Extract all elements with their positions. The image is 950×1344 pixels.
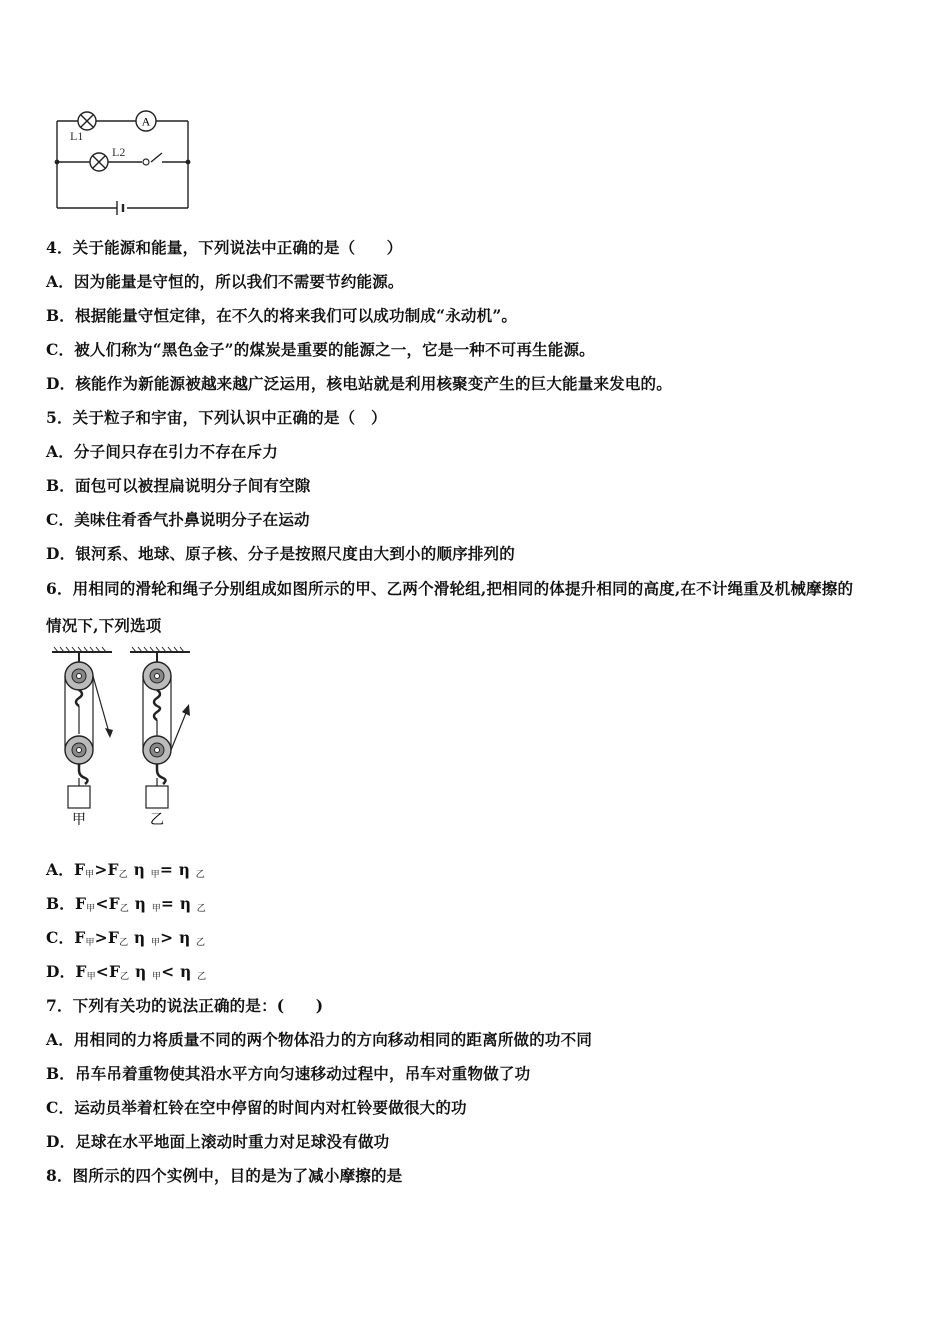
label-l2: L2 — [112, 145, 126, 159]
q7-option-d: D．足球在水平地面上滚动时重力对足球没有做功 — [46, 1132, 390, 1151]
q6-option-b: B．$F_甲<F_乙$ η $_甲$= η $_乙$ — [46, 894, 206, 914]
q7-option-b: B．吊车吊着重物使其沿水平方向匀速移动过程中，吊车对重物做了功 — [46, 1064, 531, 1083]
pulley-system-yi — [143, 652, 190, 808]
q8-stem: 8．图所示的四个实例中，目的是为了减小摩擦的是 — [46, 1166, 403, 1185]
q4-stem: 4．关于能源和能量，下列说法中正确的是（ ） — [46, 238, 403, 257]
label-yi: 乙 — [150, 812, 164, 828]
label-l1: L1 — [70, 129, 84, 143]
ammeter-icon — [136, 111, 156, 131]
q5-option-d: D．银河系、地球、原子核、分子是按照尺度由大到小的顺序排列的 — [46, 544, 515, 563]
q6-option-a: A．$F_甲>F_乙$ η $_甲$= η $_乙$ — [46, 860, 205, 880]
circuit-diagram — [50, 104, 195, 216]
q7-stem: 7．下列有关功的说法正确的是：( ) — [46, 996, 324, 1015]
label-jia: 甲 — [72, 812, 86, 828]
q4-option-c: C．被人们称为“黑色金子”的煤炭是重要的能源之一，它是一种不可再生能源。 — [46, 340, 595, 359]
q6-stem-line2: 情况下,下列选项 — [46, 616, 162, 635]
q7-option-c: C．运动员举着杠铃在空中停留的时间内对杠铃要做很大的功 — [46, 1098, 467, 1117]
q5-option-a: A．分子间只存在引力不存在斥力 — [46, 442, 279, 461]
svg-text:A: A — [141, 114, 151, 129]
q5-option-b: B．面包可以被捏扁说明分子间有空隙 — [46, 476, 311, 495]
q5-option-c: C．美味住肴香气扑鼻说明分子在运动 — [46, 510, 310, 529]
q4-option-d: D．核能作为新能源被越来越广泛运用，核电站就是利用核聚变产生的巨大能量来发电的。 — [46, 374, 672, 393]
pulley-diagram — [46, 646, 206, 830]
q6-option-c: C．$F_甲>F_乙$ η $_甲$> η $_乙$ — [46, 928, 206, 948]
q7-option-a: A．用相同的力将质量不同的两个物体沿力的方向移动相同的距离所做的功不同 — [46, 1030, 593, 1049]
q6-stem-line1: 6．用相同的滑轮和绳子分别组成如图所示的甲、乙两个滑轮组,把相同的体提升相同的高度,在不计绳重及机械摩擦的 — [46, 579, 854, 598]
q4-option-a: A．因为能量是守恒的，所以我们不需要节约能源。 — [46, 272, 404, 291]
lamp-l1-icon — [78, 112, 96, 130]
lamp-l2-icon — [90, 153, 108, 171]
q5-stem: 5．关于粒子和宇宙，下列认识中正确的是（ ） — [46, 408, 387, 427]
q6-option-d: D．$F_甲<F_乙$ η $_甲$< η $_乙$ — [46, 962, 207, 982]
pulley-system-jia — [65, 652, 113, 808]
q4-option-b: B．根据能量守恒定律，在不久的将来我们可以成功制成“永动机”。 — [46, 306, 518, 325]
